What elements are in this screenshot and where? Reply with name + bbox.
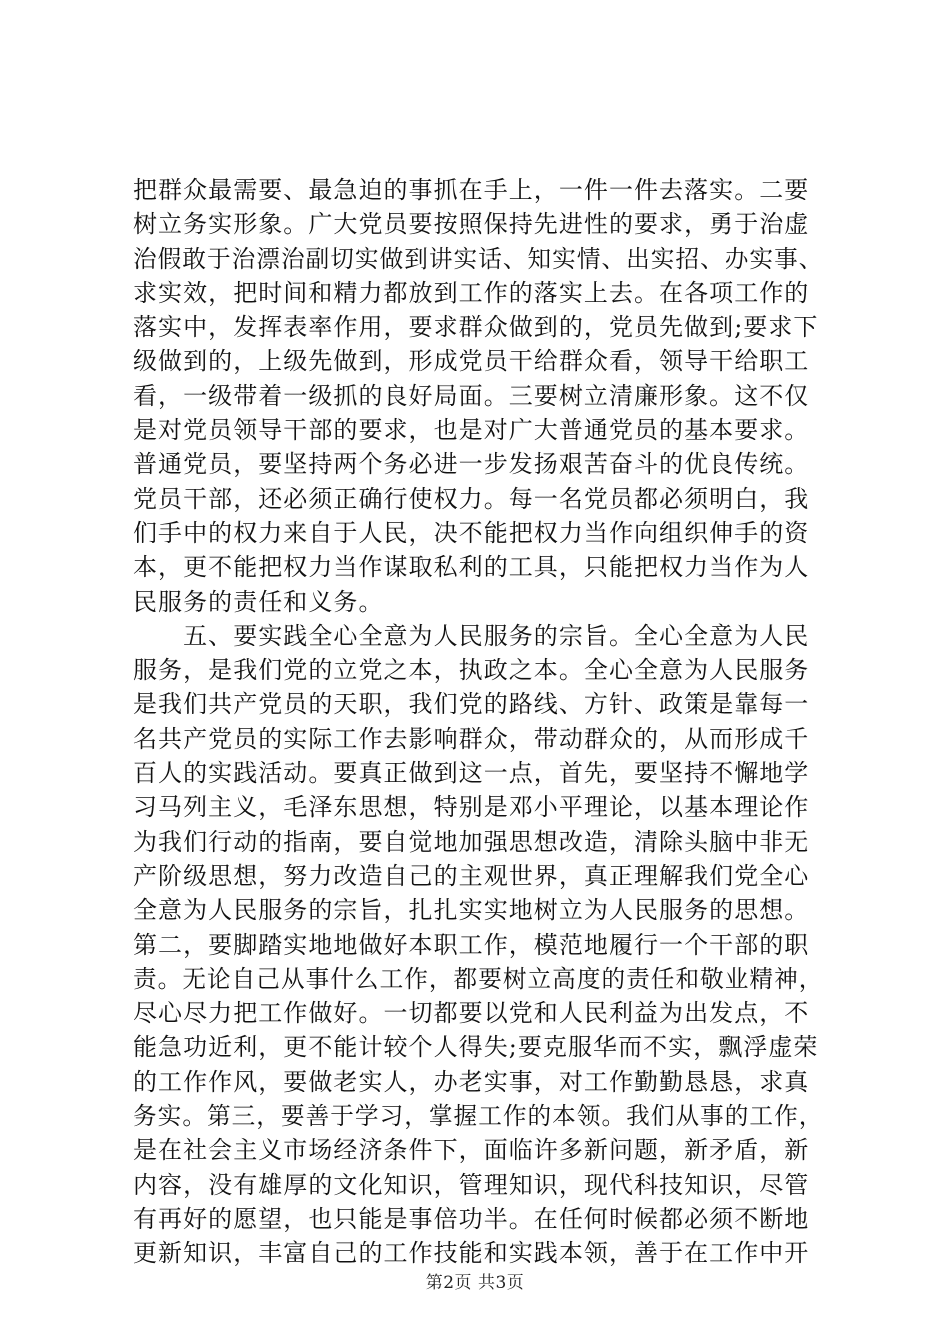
text-line: 更新知识，丰富自己的工作技能和实践本领，善于在工作中开 <box>133 1239 810 1268</box>
text-line: 有再好的愿望，也只能是事倍功半。在任何时候都必须不断地 <box>133 1204 810 1233</box>
text-line: 百人的实践活动。要真正做到这一点，首先，要坚持不懈地学 <box>133 759 810 788</box>
text-line: 是在社会主义市场经济条件下，面临许多新问题，新矛盾，新 <box>133 1136 810 1165</box>
text-line: 普通党员，要坚持两个务必进一步发扬艰苦奋斗的优良传统。 <box>133 450 810 479</box>
text-line: 第二，要脚踏实地地做好本职工作，模范地履行一个干部的职 <box>133 930 810 959</box>
text-line: 党员干部，还必须正确行使权力。每一名党员都必须明白，我 <box>133 484 810 513</box>
text-line: 看，一级带着一级抓的良好局面。三要树立清廉形象。这不仅 <box>133 381 810 410</box>
text-line: 责。无论自己从事什么工作，都要树立高度的责任和敬业精神， <box>133 964 824 993</box>
text-line: 产阶级思想，努力改造自己的主观世界，真正理解我们党全心 <box>133 861 810 890</box>
text-line: 服务，是我们党的立党之本，执政之本。全心全意为人民服务 <box>133 656 810 685</box>
text-line: 树立务实形象。广大党员要按照保持先进性的要求，勇于治虚 <box>133 210 810 239</box>
text-line: 的工作作风，要做老实人，办老实事，对工作勤勤恳恳，求真 <box>133 1067 810 1096</box>
text-line: 把群众最需要、最急迫的事抓在手上，一件一件去落实。二要 <box>133 176 810 204</box>
document-body <box>133 173 823 1271</box>
text-line: 本，更不能把权力当作谋取私利的工具，只能把权力当作为人 <box>133 553 810 582</box>
page-number-footer: 第2页 共3页 <box>425 1273 525 1293</box>
text-line: 务实。第三，要善于学习，掌握工作的本领。我们从事的工作， <box>133 1102 824 1131</box>
text-line: 能急功近利，更不能计较个人得失;要克服华而不实，飘浮虚荣 <box>133 1033 819 1062</box>
text-line: 民服务的责任和义务。 <box>133 587 384 616</box>
text-line: 求实效，把时间和精力都放到工作的落实上去。在各项工作的 <box>133 278 810 307</box>
text-line: 们手中的权力来自于人民，决不能把权力当作向组织伸手的资 <box>133 518 810 547</box>
text-line: 是我们共产党员的天职，我们党的路线、方针、政策是靠每一 <box>133 690 810 719</box>
text-line: 习马列主义，毛泽东思想，特别是邓小平理论，以基本理论作 <box>133 793 810 822</box>
text-line: 是对党员领导干部的要求，也是对广大普通党员的基本要求。 <box>133 416 810 445</box>
text-line: 尽心尽力把工作做好。一切都要以党和人民利益为出发点，不 <box>133 999 810 1028</box>
paragraph-start-line: 五、要实践全心全意为人民服务的宗旨。全心全意为人民 <box>133 621 810 650</box>
text-line: 名共产党员的实际工作去影响群众，带动群众的，从而形成千 <box>133 724 810 753</box>
text-line: 治假敢于治漂治副切实做到讲实话、知实情、出实招、办实事、 <box>133 244 824 273</box>
text-line: 级做到的，上级先做到，形成党员干给群众看，领导干给职工 <box>133 347 810 376</box>
text-line: 全意为人民服务的宗旨，扎扎实实地树立为人民服务的思想。 <box>133 896 810 925</box>
text-line: 为我们行动的指南，要自觉地加强思想改造，清除头脑中非无 <box>133 827 810 856</box>
text-line: 内容，没有雄厚的文化知识，管理知识，现代科技知识，尽管 <box>133 1170 810 1199</box>
text-line: 落实中，发挥表率作用，要求群众做到的，党员先做到;要求下 <box>133 313 819 342</box>
